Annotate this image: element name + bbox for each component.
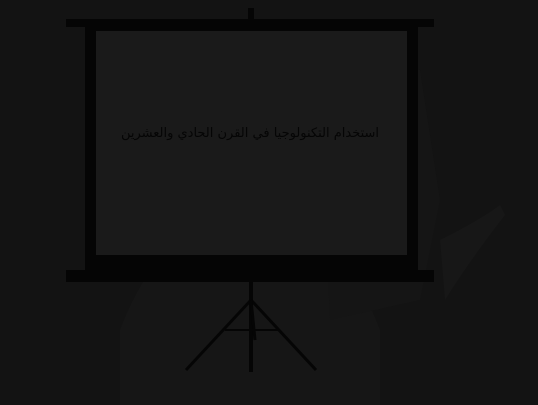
screen-surface — [96, 31, 407, 255]
slide-title: استخدام التكنولوجيا في القرن الحادي والعشرين — [120, 126, 380, 141]
